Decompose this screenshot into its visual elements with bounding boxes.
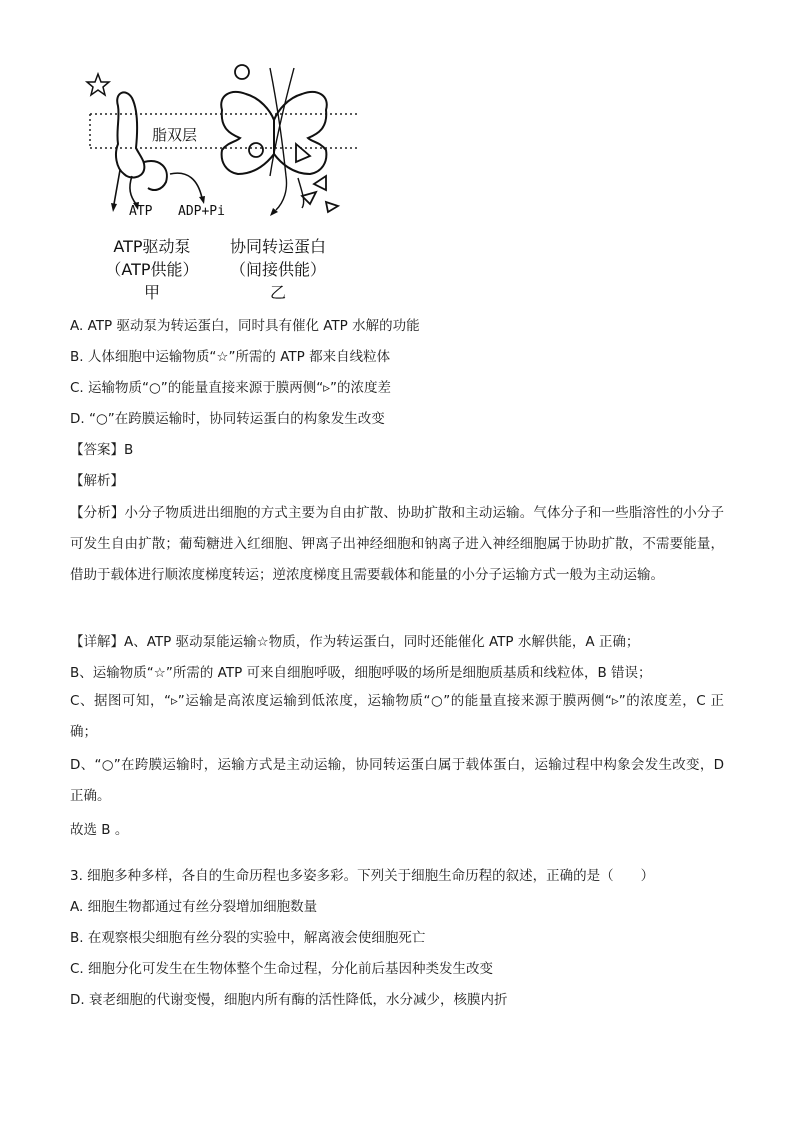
q3-option-a: A. 细胞生物都通过有丝分裂增加细胞数量 xyxy=(70,899,318,915)
star-icon xyxy=(87,74,109,95)
q2-analysis-tag: 【解析】 xyxy=(70,473,124,489)
q2-answer: 【答案】B xyxy=(70,442,134,458)
q2-analysis-paragraph: 【分析】小分子物质进出细胞的方式主要为自由扩散、协助扩散和主动运输。气体分子和一些脂溶性的小分子可发生自由扩散；葡萄糖进入红细胞、钾离子出神经细胞和钠离子进入神经细胞属于协助扩散，不需要能量，借助于载体进行顺浓度梯度转运；逆浓度梯度且需要载体和能量的小分子运输方式一般为主动运输。 xyxy=(70,505,724,583)
q3-option-c: C. 细胞分化可发生在生物体整个生命过程，分化前后基因种类发生改变 xyxy=(70,961,494,977)
adp-label: ADP+Pi xyxy=(178,204,225,219)
cotransporter-right-lobe xyxy=(274,92,327,174)
q2-option-c: C. 运输物质“○”的能量直接来源于膜两侧“▹”的浓度差 xyxy=(70,380,392,396)
left-caption: ATP驱动泵 （ATP供能） 甲 xyxy=(105,237,199,302)
q2-option-b: B. 人体细胞中运输物质“☆”所需的 ATP 都来自线粒体 xyxy=(70,349,391,365)
q2-conclusion: 故选 B 。 xyxy=(70,822,129,838)
q2-option-a: A. ATP 驱动泵为转运蛋白，同时具有催化 ATP 水解的功能 xyxy=(70,318,420,334)
q2-detail-b: B、运输物质“☆”所需的 ATP 可来自细胞呼吸，细胞呼吸的场所是细胞质基质和线粒体，B 错误； xyxy=(70,665,652,681)
q2-detail-d: D、“○”在跨膜运输时，运输方式是主动运输，协同转运蛋白属于载体蛋白，运输过程中构象会发生改变，D 正确。 xyxy=(70,757,724,804)
q3-option-b: B. 在观察根尖细胞有丝分裂的实验中，解离液会使细胞死亡 xyxy=(70,930,426,946)
q2-detail-c: C、据图可知，“▹”运输是高浓度运输到低浓度，运输物质“○”的能量直接来源于膜两侧“▹”的浓度差，C 正确； xyxy=(70,693,724,740)
q2-option-d: D. “○”在跨膜运输时，协同转运蛋白的构象发生改变 xyxy=(70,411,385,427)
q3-stem: 3. 细胞多种多样，各自的生命历程也多姿多彩。下列关于细胞生命历程的叙述，正确的是（ ） xyxy=(70,868,655,884)
atp-pump-shape xyxy=(116,92,144,177)
lipid-bilayer-label: 脂双层 xyxy=(152,126,198,144)
circle-substance-icon xyxy=(235,65,249,79)
q2-detail-a: 【详解】A、ATP 驱动泵能运输☆物质，作为转运蛋白，同时还能催化 ATP 水解供能，A 正确； xyxy=(70,634,640,650)
cotransporter-left-lobe xyxy=(221,92,274,174)
q3-option-d: D. 衰老细胞的代谢变慢，细胞内所有酶的活性降低，水分减少，核膜内折 xyxy=(70,992,508,1008)
right-caption: 协同转运蛋白 （间接供能） 乙 xyxy=(229,237,326,302)
atp-label: ATP xyxy=(129,204,153,219)
transport-protein-figure xyxy=(70,58,370,308)
triangle-substance-icon xyxy=(296,144,310,162)
